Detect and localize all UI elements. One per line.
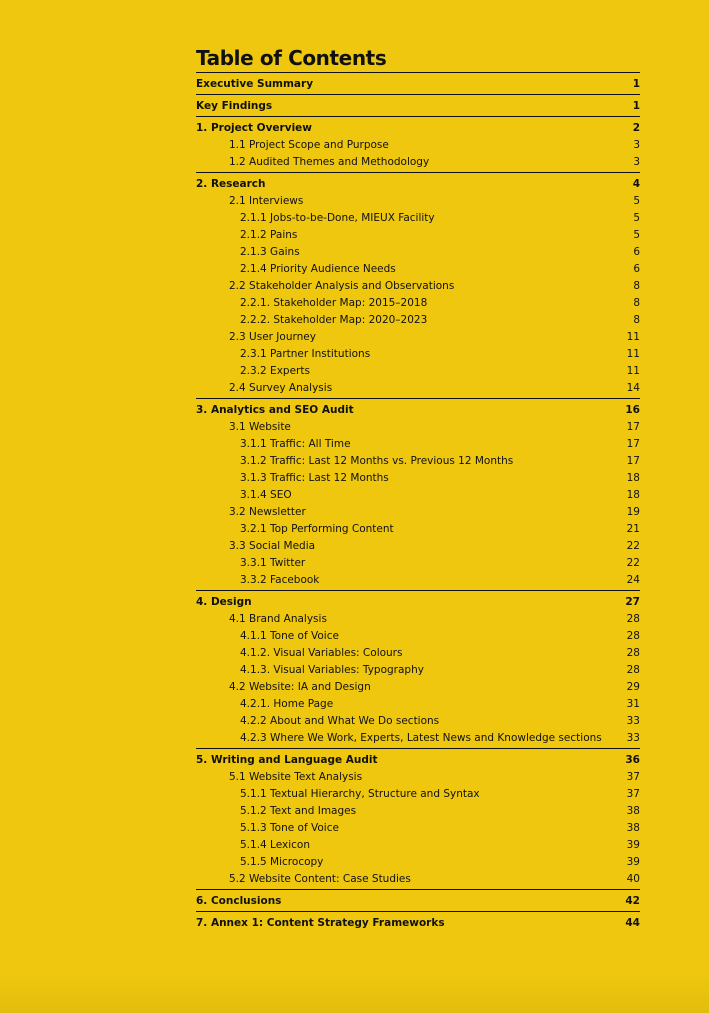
toc-entry-label: 2.1 Interviews xyxy=(229,195,304,207)
toc-entry-label: 4.2.3 Where We Work, Experts, Latest News and Knowledge sections xyxy=(240,732,602,744)
toc-section xyxy=(196,399,640,591)
toc-subsection[interactable] xyxy=(196,769,640,786)
toc-entry-label: 2.1.1 Jobs-to-be-Done, MIEUX Facility xyxy=(240,212,435,224)
toc-page-number: 44 xyxy=(625,916,640,929)
toc-subsubsection[interactable] xyxy=(196,645,640,662)
toc-subsection[interactable] xyxy=(196,504,640,521)
toc-section-heading[interactable] xyxy=(196,593,640,611)
toc-entries xyxy=(196,73,640,933)
toc-page-number: 28 xyxy=(626,664,640,676)
toc-page-number: 28 xyxy=(626,630,640,642)
toc-section xyxy=(196,890,640,912)
toc-subsubsection[interactable] xyxy=(196,227,640,244)
toc-page-number: 40 xyxy=(626,873,640,885)
toc-entry-label: 4.2.2 About and What We Do sections xyxy=(240,715,440,727)
toc-page-number: 8 xyxy=(633,297,640,309)
toc-entry-label: 2.3.1 Partner Institutions xyxy=(240,348,371,360)
toc-page-number: 39 xyxy=(626,839,640,851)
toc-subsubsection[interactable] xyxy=(196,713,640,730)
toc-page-number: 5 xyxy=(633,212,640,224)
toc-entry-label: 2. Research xyxy=(196,177,266,190)
toc-subsubsection[interactable] xyxy=(196,786,640,803)
toc-section xyxy=(196,749,640,890)
table-of-contents xyxy=(196,44,640,933)
toc-page-number: 18 xyxy=(626,489,640,501)
toc-entry-label: 3.3 Social Media xyxy=(229,540,316,552)
toc-subsection[interactable] xyxy=(196,611,640,628)
page-title: Table of Contents xyxy=(196,44,640,73)
toc-subsubsection[interactable] xyxy=(196,572,640,589)
toc-subsubsection[interactable] xyxy=(196,312,640,329)
toc-subsection[interactable] xyxy=(196,871,640,888)
toc-page-number: 33 xyxy=(626,732,640,744)
toc-subsubsection[interactable] xyxy=(196,295,640,312)
toc-entry-label: 5.1 Website Text Analysis xyxy=(229,771,363,783)
toc-page-number: 18 xyxy=(626,472,640,484)
toc-page-number: 28 xyxy=(626,613,640,625)
toc-subsubsection[interactable] xyxy=(196,628,640,645)
toc-entry-label: 3.1 Website xyxy=(229,421,291,433)
toc-page-number: 1 xyxy=(632,77,640,90)
toc-page-number: 28 xyxy=(626,647,640,659)
toc-subsubsection[interactable] xyxy=(196,803,640,820)
toc-page-number: 27 xyxy=(625,595,640,608)
toc-subsubsection[interactable] xyxy=(196,730,640,747)
toc-subsubsection[interactable] xyxy=(196,470,640,487)
toc-section xyxy=(196,95,640,117)
toc-page-number: 37 xyxy=(626,771,640,783)
toc-section-heading[interactable] xyxy=(196,914,640,932)
toc-page-number: 8 xyxy=(633,280,640,292)
toc-subsubsection[interactable] xyxy=(196,244,640,261)
toc-subsubsection[interactable] xyxy=(196,363,640,380)
toc-entry-label: 3.1.4 SEO xyxy=(240,489,292,501)
toc-page-number: 29 xyxy=(626,681,640,693)
toc-subsection[interactable] xyxy=(196,679,640,696)
toc-page-number: 22 xyxy=(626,557,640,569)
toc-page-number: 6 xyxy=(633,246,640,258)
toc-subsection[interactable] xyxy=(196,278,640,295)
toc-page-number: 8 xyxy=(633,314,640,326)
toc-subsubsection[interactable] xyxy=(196,854,640,871)
toc-entry-label: 5.1.3 Tone of Voice xyxy=(240,822,339,834)
toc-entry-label: 2.2.2. Stakeholder Map: 2020–2023 xyxy=(240,314,428,326)
toc-entry-label: 1.1 Project Scope and Purpose xyxy=(229,139,389,151)
toc-section-heading[interactable] xyxy=(196,751,640,769)
toc-entry-label: 2.1.4 Priority Audience Needs xyxy=(240,263,396,275)
toc-subsection[interactable] xyxy=(196,154,640,171)
toc-page-number: 2 xyxy=(632,121,640,134)
toc-entry-label: 4.1.2. Visual Variables: Colours xyxy=(240,647,403,659)
toc-entry-label: 4.1.1 Tone of Voice xyxy=(240,630,339,642)
toc-section xyxy=(196,73,640,95)
toc-entry-label: 3.2 Newsletter xyxy=(229,506,306,518)
toc-page-number: 33 xyxy=(626,715,640,727)
toc-subsubsection[interactable] xyxy=(196,820,640,837)
toc-section-heading[interactable] xyxy=(196,75,640,93)
toc-entry-label: 3. Analytics and SEO Audit xyxy=(196,403,354,416)
toc-entry-label: 4. Design xyxy=(196,595,252,608)
toc-section xyxy=(196,912,640,933)
toc-entry-label: 5.2 Website Content: Case Studies xyxy=(229,873,411,885)
toc-page-number: 11 xyxy=(626,331,640,343)
toc-page-number: 31 xyxy=(626,698,640,710)
toc-entry-label: 2.2.1. Stakeholder Map: 2015–2018 xyxy=(240,297,428,309)
toc-entry-label: 2.1.2 Pains xyxy=(240,229,298,241)
toc-section xyxy=(196,117,640,173)
toc-entry-label: 3.3.1 Twitter xyxy=(240,557,306,569)
toc-entry-label: Executive Summary xyxy=(196,77,314,90)
toc-entry-label: Key Findings xyxy=(196,99,273,112)
toc-entry-label: 2.4 Survey Analysis xyxy=(229,382,333,394)
toc-subsection[interactable] xyxy=(196,419,640,436)
toc-subsection[interactable] xyxy=(196,193,640,210)
toc-entry-label: 5.1.4 Lexicon xyxy=(240,839,310,851)
toc-page-number: 5 xyxy=(633,195,640,207)
toc-entry-label: 5.1.5 Microcopy xyxy=(240,856,324,868)
toc-page-number: 22 xyxy=(626,540,640,552)
toc-section-heading[interactable] xyxy=(196,175,640,193)
toc-subsubsection[interactable] xyxy=(196,210,640,227)
toc-page-number: 5 xyxy=(633,229,640,241)
toc-subsubsection[interactable] xyxy=(196,487,640,504)
toc-page-number: 42 xyxy=(625,894,640,907)
toc-entry-label: 4.1 Brand Analysis xyxy=(229,613,327,625)
toc-entry-label: 5. Writing and Language Audit xyxy=(196,753,378,766)
page-bottom-shadow xyxy=(0,973,709,1013)
toc-entry-label: 2.1.3 Gains xyxy=(240,246,300,258)
toc-entry-label: 4.1.3. Visual Variables: Typography xyxy=(240,664,424,676)
toc-page-number: 17 xyxy=(626,438,640,450)
toc-page-number: 11 xyxy=(626,348,640,360)
toc-page-number: 21 xyxy=(626,523,640,535)
toc-page-number: 38 xyxy=(626,822,640,834)
toc-page-number: 19 xyxy=(626,506,640,518)
toc-entry-label: 3.1.1 Traffic: All Time xyxy=(240,438,351,450)
toc-entry-label: 4.2 Website: IA and Design xyxy=(229,681,371,693)
toc-page-number: 37 xyxy=(626,788,640,800)
toc-page-number: 6 xyxy=(633,263,640,275)
toc-subsubsection[interactable] xyxy=(196,662,640,679)
toc-subsection[interactable] xyxy=(196,137,640,154)
toc-page-number: 17 xyxy=(626,421,640,433)
toc-subsubsection[interactable] xyxy=(196,453,640,470)
toc-entry-label: 7. Annex 1: Content Strategy Frameworks xyxy=(196,916,445,929)
toc-page-number: 3 xyxy=(633,156,640,168)
toc-section-heading[interactable] xyxy=(196,97,640,115)
toc-entry-label: 1. Project Overview xyxy=(196,121,312,134)
toc-page-number: 1 xyxy=(632,99,640,112)
toc-subsubsection[interactable] xyxy=(196,261,640,278)
toc-subsubsection[interactable] xyxy=(196,346,640,363)
toc-page-number: 16 xyxy=(625,403,640,416)
toc-entry-label: 2.2 Stakeholder Analysis and Observations xyxy=(229,280,455,292)
toc-subsubsection[interactable] xyxy=(196,555,640,572)
toc-subsubsection[interactable] xyxy=(196,696,640,713)
toc-section xyxy=(196,591,640,749)
toc-entry-label: 3.1.2 Traffic: Last 12 Months vs. Previous 12 Months xyxy=(240,455,514,467)
toc-subsubsection[interactable] xyxy=(196,837,640,854)
toc-page-number: 11 xyxy=(626,365,640,377)
toc-page-number: 14 xyxy=(626,382,640,394)
toc-subsection[interactable] xyxy=(196,538,640,555)
toc-section-heading[interactable] xyxy=(196,119,640,137)
toc-entry-label: 6. Conclusions xyxy=(196,894,282,907)
toc-page-number: 38 xyxy=(626,805,640,817)
toc-page-number: 39 xyxy=(626,856,640,868)
toc-page-number: 36 xyxy=(625,753,640,766)
toc-section-heading[interactable] xyxy=(196,892,640,910)
toc-entry-label: 2.3 User Journey xyxy=(229,331,316,343)
toc-subsubsection[interactable] xyxy=(196,436,640,453)
toc-section xyxy=(196,173,640,399)
toc-entry-label: 3.2.1 Top Performing Content xyxy=(240,523,394,535)
toc-entry-label: 4.2.1. Home Page xyxy=(240,698,334,710)
toc-page-number: 4 xyxy=(632,177,640,190)
toc-page-number: 3 xyxy=(633,139,640,151)
toc-entry-label: 3.1.3 Traffic: Last 12 Months xyxy=(240,472,389,484)
toc-entry-label: 1.2 Audited Themes and Methodology xyxy=(229,156,430,168)
toc-entry-label: 5.1.2 Text and Images xyxy=(240,805,357,817)
toc-subsection[interactable] xyxy=(196,329,640,346)
toc-entry-label: 5.1.1 Textual Hierarchy, Structure and Syntax xyxy=(240,788,480,800)
toc-subsubsection[interactable] xyxy=(196,521,640,538)
toc-entry-label: 3.3.2 Facebook xyxy=(240,574,320,586)
toc-subsection[interactable] xyxy=(196,380,640,397)
toc-page-number: 24 xyxy=(626,574,640,586)
toc-section-heading[interactable] xyxy=(196,401,640,419)
toc-entry-label: 2.3.2 Experts xyxy=(240,365,310,377)
toc-page-number: 17 xyxy=(626,455,640,467)
